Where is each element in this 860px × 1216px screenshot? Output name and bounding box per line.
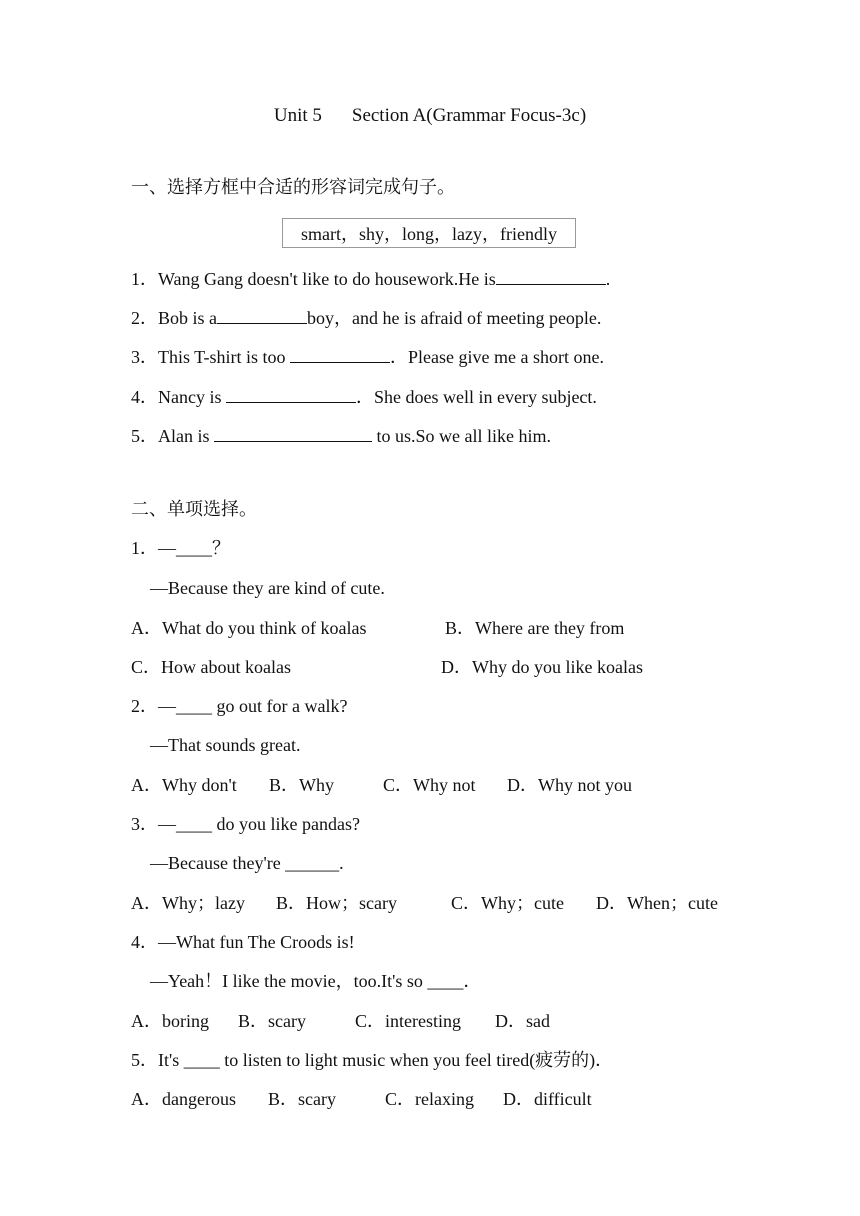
answer-blank [496, 266, 606, 285]
mc-option: A．boring [131, 1011, 209, 1031]
mc-option: B．scary [238, 1011, 306, 1031]
word-box: smart，shy，long，lazy，friendly [282, 218, 576, 248]
mc-option: D．When；cute [596, 893, 718, 913]
part2-heading: 二、单项选择。 [131, 499, 257, 519]
mc-question-3: 3．—____ do you like pandas? [131, 814, 360, 834]
mc-question-5: 5．It's ____ to listen to light music when you feel tired(疲劳的)． [131, 1050, 614, 1070]
mc-question-2-reply: —That sounds great. [150, 735, 301, 755]
answer-blank [214, 423, 372, 442]
mc-option: B．Where are they from [445, 618, 625, 638]
fill-item-1: 1．Wang Gang doesn't like to do housework.He is . [131, 266, 610, 291]
mc-option: A．What do you think of koalas [131, 618, 367, 638]
mc-option: B．How；scary [276, 893, 397, 913]
answer-blank [217, 305, 307, 324]
page-title [0, 104, 860, 128]
mc-question-4: 4．—What fun The Croods is! [131, 932, 355, 952]
section-label: Section A(Grammar Focus-3c) [351, 105, 587, 126]
mc-option: A．dangerous [131, 1089, 236, 1109]
fill-item-3: 3．This T-shirt is too ．Please give me a short one. [131, 344, 604, 369]
fill-item-4: 4．Nancy is ．She does well in every subject. [131, 384, 597, 409]
mc-option: B．scary [268, 1089, 336, 1109]
mc-option: C．How about koalas [131, 657, 291, 677]
mc-option: D．Why not you [507, 775, 632, 795]
mc-option: B．Why [269, 775, 334, 795]
mc-option: C．Why；cute [451, 893, 564, 913]
mc-option: D．difficult [503, 1089, 592, 1109]
fill-item-5: 5．Alan is to us.So we all like him. [131, 423, 551, 448]
unit-label: Unit 5 [273, 105, 322, 126]
mc-question-3-reply: —Because they're ______. [150, 853, 344, 873]
mc-question-4-reply: —Yeah！I like the movie，too.It's so ____． [150, 971, 482, 991]
part1-heading: 一、选择方框中合适的形容词完成句子。 [131, 177, 455, 197]
fill-item-2: 2．Bob is a boy，and he is afraid of meeting people. [131, 305, 601, 330]
mc-question-1: 1．—____？ [131, 538, 230, 558]
mc-question-1-reply: —Because they are kind of cute. [150, 578, 385, 598]
answer-blank [290, 344, 390, 363]
mc-option: C．relaxing [385, 1089, 474, 1109]
mc-option: C．Why not [383, 775, 476, 795]
mc-option: D．Why do you like koalas [441, 657, 643, 677]
mc-option: A．Why don't [131, 775, 237, 795]
mc-option: D．sad [495, 1011, 550, 1031]
mc-option: A．Why；lazy [131, 893, 245, 913]
mc-option: C．interesting [355, 1011, 461, 1031]
answer-blank [226, 384, 356, 403]
mc-question-2: 2．—____ go out for a walk? [131, 696, 348, 716]
